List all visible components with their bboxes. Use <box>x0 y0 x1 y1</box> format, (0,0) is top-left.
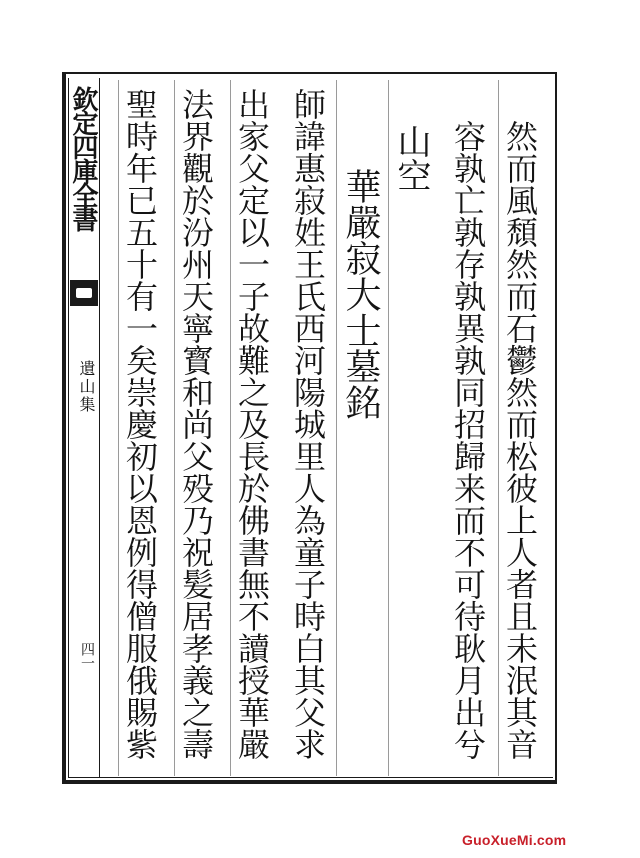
text-column: 然而風頹然而石鬱然而松彼上人者且未泯其音 <box>501 120 539 760</box>
text-column: 法界觀於汾州天寧寳和尚父殁乃祝髪居孝義之壽 <box>177 88 215 760</box>
column-rule <box>498 80 499 776</box>
section-heading: 華嚴寂大士墓銘 <box>340 168 381 420</box>
column-rule <box>118 80 119 776</box>
page-number: 四一 <box>79 642 95 670</box>
text-column: 山空 <box>391 124 431 192</box>
text-column: 出家父定以一子故難之及長於佛書無不讀授華嚴 <box>233 88 271 760</box>
column-rule <box>388 80 389 776</box>
site-watermark: GuoXueMi.com <box>462 832 567 848</box>
column-rule <box>230 80 231 776</box>
column-rule <box>336 80 337 776</box>
text-column: 師諱惠寂姓王氏西河陽城里人為童子時白其父求 <box>289 88 327 760</box>
book-title: 遺山集 <box>77 360 96 414</box>
text-column: 聖時年已五十有一矣崇慶初以恩例得僧服俄賜紫 <box>121 88 159 760</box>
fishtail-mark-icon <box>70 280 98 306</box>
series-title: 欽定四庫全書 <box>68 86 98 230</box>
column-rule <box>174 80 175 776</box>
text-column: 容孰亡孰存孰異孰同招歸来而不可待耿月出兮 <box>449 120 487 760</box>
